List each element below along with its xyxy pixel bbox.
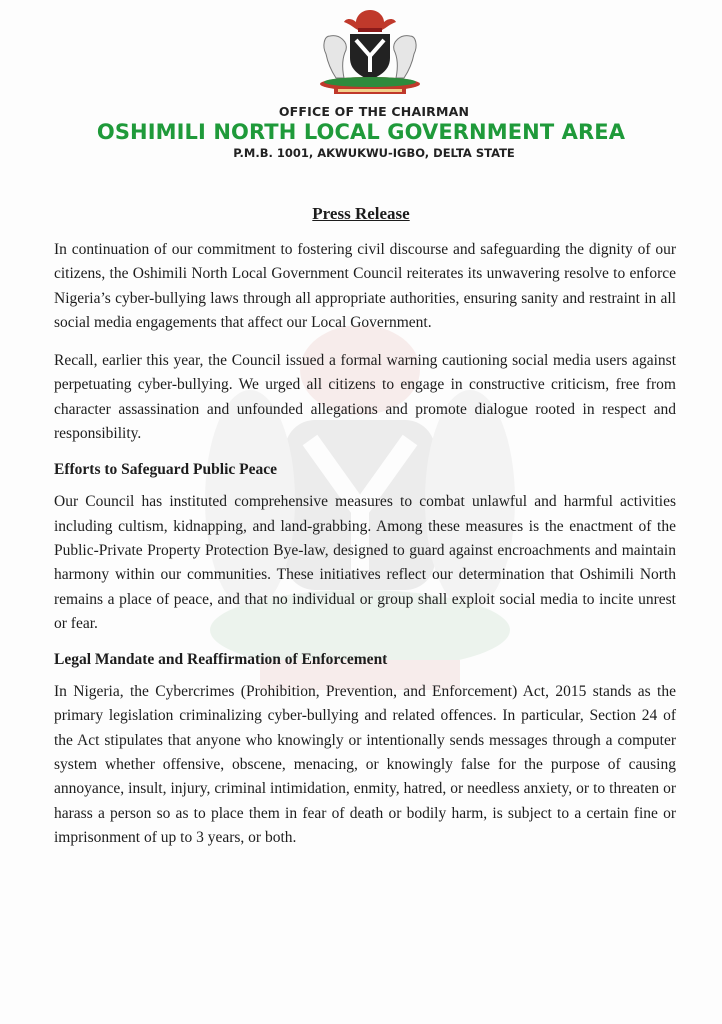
letterhead	[0, 104, 722, 160]
paragraph-2: Recall, earlier this year, the Council issued a formal warning cautioning social media users against perpetuating cyber-bullying. We urged all citizens to engage in constructive criticism, free from character assassination and unfounded allegations and promote dialogue rooted in respect and responsibility.	[54, 352, 676, 443]
lga-name: OSHIMILI NORTH LOCAL GOVERNMENT AREA	[96, 120, 626, 144]
address: P.M.B. 1001, AKWUKWU-IGBO, DELTA STATE	[233, 146, 515, 160]
section-heading-1: Efforts to Safeguard Public Peace	[54, 461, 277, 479]
document-title: Press Release	[312, 204, 410, 223]
section-heading-2: Legal Mandate and Reaffirmation of Enforcement	[54, 651, 388, 669]
office-title: OFFICE OF THE CHAIRMAN	[278, 104, 470, 119]
paragraph-1: In continuation of our commitment to fostering civil discourse and safeguarding the dignity of our citizens, the Oshimili North Local Government Council reiterates its unwavering resolve to enforce Nigeria’s cyber-bullying laws through all appropriate authorities, ensuring sanity and restraint in all social media engagements that affect our Local Government.	[54, 241, 676, 331]
paragraph-3: Our Council has instituted comprehensive measures to combat unlawful and harmful activities including cultism, kidnapping, and land-grabbing. Among these measures is the enactment of the Public-Private Property Protection Bye-law, designed to guard against encroachments and maintain harmony within our communities. These initiatives reflect our determination that Oshimili North remains a place of peace, and that no individual or group shall exploit social media to incite unrest or fear.	[54, 493, 676, 632]
coat-of-arms-icon	[312, 6, 428, 98]
document-body	[54, 238, 676, 863]
paragraph-4: In Nigeria, the Cybercrimes (Prohibition, Prevention, and Enforcement) Act, 2015 stands as the primary legislation criminalizing cyber-bullying and related offences. In particular, Section 24 of the Act stipulates that anyone who knowingly or intentionally sends messages through a computer system whether offensive, obscene, menacing, or knowingly false for the purpose of causing annoyance, insult, injury, criminal intimidation, enmity, hatred, or needless anxiety, or to threaten or harass a person so as to place them in fear of death or bodily harm, is subject to a certain fine or imprisonment of up to 3 years, or both.	[54, 683, 676, 846]
